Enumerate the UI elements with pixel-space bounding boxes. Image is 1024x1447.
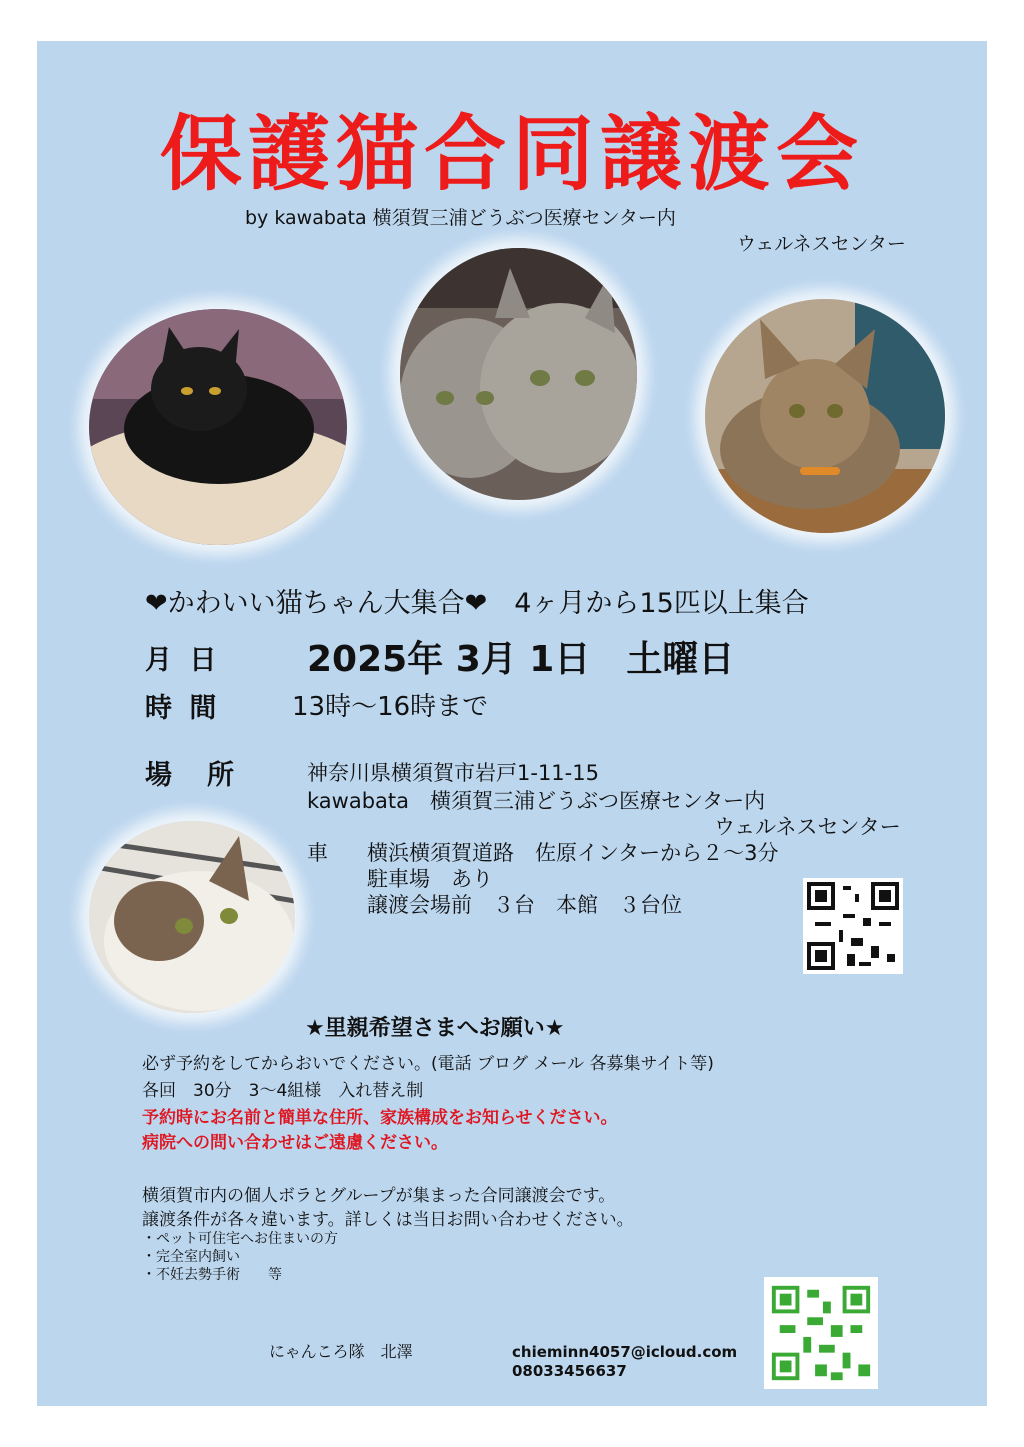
contact-group: にゃんころ隊 北澤: [269, 1342, 413, 1361]
calico-cat-photo: [89, 821, 295, 1013]
event-date: 2025年 3月 1日 土曜日: [307, 639, 735, 680]
tabby-kittens-photo: [400, 248, 637, 500]
parking: 駐車場 あり: [367, 867, 493, 891]
lead-text: ❤かわいい猫ちゃん大集合❤ 4ヶ月から15匹以上集合: [145, 588, 809, 619]
tabby-cat-shelf-photo: [705, 299, 945, 533]
request-title: ★里親希望さまへお願い★: [305, 1016, 565, 1041]
place-venue-center: ウェルネスセンター: [714, 815, 901, 839]
car-route: 横浜横須賀道路 佐原インターから２～3分: [367, 841, 779, 865]
contact-email[interactable]: chieminn4057@icloud.com: [512, 1343, 738, 1361]
request-notice-hospital: 病院への問い合わせはご遠慮ください。: [142, 1133, 448, 1153]
parking-detail: 譲渡会場前 ３台 本館 ３台位: [367, 893, 682, 917]
about-line-2: 譲渡条件が各々違います。詳しくは当日お問い合わせください。: [142, 1210, 634, 1230]
byline-center: ウェルネスセンター: [737, 233, 906, 255]
date-label: 月 日: [145, 645, 221, 676]
byline-organizer: by kawabata 横須賀三浦どうぶつ医療センター内: [245, 207, 676, 229]
qr-code-green[interactable]: [764, 1277, 878, 1389]
poster: [37, 41, 987, 1406]
condition-item: ・不妊去勢手術 等: [142, 1267, 282, 1283]
request-line-sessions: 各回 30分 3～4組様 入れ替え制: [142, 1081, 424, 1101]
place-label: 場 所: [145, 760, 238, 791]
contact-phone[interactable]: 08033456637: [512, 1362, 627, 1380]
about-line-1: 横須賀市内の個人ボラとグループが集まった合同譲渡会です。: [142, 1186, 616, 1206]
car-label: 車: [307, 841, 328, 865]
time-label: 時 間: [145, 693, 221, 724]
condition-item: ・ペット可住宅へお住まいの方: [142, 1231, 338, 1247]
qr-code[interactable]: [803, 878, 903, 974]
poster-title: 保護猫合同譲渡会: [159, 107, 864, 202]
condition-item: ・完全室内飼い: [142, 1249, 240, 1265]
place-venue: kawabata 横須賀三浦どうぶつ医療センター内: [307, 789, 766, 813]
request-notice-info: 予約時にお名前と簡単な住所、家族構成をお知らせください。: [142, 1108, 618, 1128]
request-line-reservation: 必ず予約をしてからおいでください。(電話 ブログ メール 各募集サイト等): [142, 1054, 714, 1074]
black-cat-photo: [89, 309, 347, 545]
event-time: 13時～16時まで: [292, 692, 489, 722]
place-address: 神奈川県横須賀市岩戸1-11-15: [307, 761, 599, 785]
